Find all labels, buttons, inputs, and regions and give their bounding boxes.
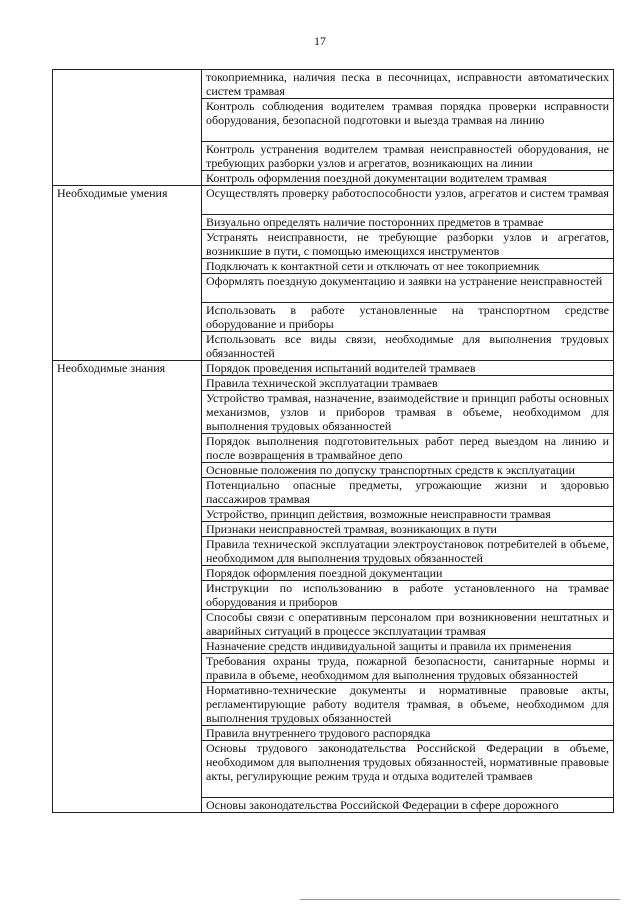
section-item: Требования охраны труда, пожарной безопасности, санитарные нормы и правила в объеме, необходимом для выполнения трудовых обязанностей xyxy=(202,654,614,683)
section-item: Использовать в работе установленные на транспортном средстве оборудование и приборы xyxy=(202,303,614,332)
section-item: Визуально определять наличие посторонних предметов в трамвае xyxy=(202,215,614,230)
section-item: Основы трудового законодательства Российской Федерации в объеме, необходимом для выполнения трудовых обязанностей, нормативные правовые акты, регулирующие режим труда и отдыха водителей трамваев xyxy=(202,741,614,798)
section-item: Правила технической эксплуатации электроустановок потребителей в объеме, необходимом для выполнения трудовых обязанностей xyxy=(202,537,614,566)
section-item: токоприемника, наличия песка в песочницах, исправности автоматических систем трамвая xyxy=(202,70,614,99)
table-row xyxy=(53,186,614,215)
section-item: Потенциально опасные предметы, угрожающие жизни и здоровью пассажиров трамвая xyxy=(202,478,614,507)
section-item: Порядок оформления поездной документации xyxy=(202,566,614,581)
requirements-table xyxy=(52,69,614,813)
section-item: Устранять неисправности, не требующие разборки узлов и агрегатов, возникшие в пути, с помощью имеющихся инструментов xyxy=(202,230,614,259)
section-item: Устройство трамвая, назначение, взаимодействие и принцип работы основных механизмов, узлов и приборов трамвая в объеме, необходимом для выполнения трудовых обязанностей xyxy=(202,391,614,434)
section-item: Основные положения по допуску транспортных средств к эксплуатации xyxy=(202,463,614,478)
section-item: Порядок проведения испытаний водителей трамваев xyxy=(202,361,614,376)
section-item: Устройство, принцип действия, возможные неисправности трамвая xyxy=(202,507,614,522)
section-item: Инструкции по использованию в работе установленного на трамвае оборудования и приборов xyxy=(202,581,614,610)
page-number: 17 xyxy=(314,34,326,48)
section-item: Правила технической эксплуатации трамваев xyxy=(202,376,614,391)
section-item: Использовать все виды связи, необходимые для выполнения трудовых обязанностей xyxy=(202,332,614,361)
section-item: Осуществлять проверку работоспособности узлов, агрегатов и систем трамвая xyxy=(202,186,614,215)
bottom-rule xyxy=(300,899,620,900)
section-item: Нормативно-технические документы и нормативные правовые акты, регламентирующие работу водителя трамвая, в объеме, необходимом для выполнения трудовых обязанностей xyxy=(202,683,614,726)
section-item: Контроль устранения водителем трамвая неисправностей оборудования, не требующих разборки узлов и агрегатов, возникающих на линии xyxy=(202,142,614,171)
section-item: Способы связи с оперативным персоналом при возникновении нештатных и аварийных ситуаций в процессе эксплуатации трамвая xyxy=(202,610,614,639)
table-row xyxy=(53,361,614,376)
section-item: Правила внутреннего трудового распорядка xyxy=(202,726,614,741)
section-item: Основы законодательства Российской Федерации в сфере дорожного xyxy=(202,798,614,813)
section-label: Необходимые умения xyxy=(53,186,202,361)
section-item: Оформлять поездную документацию и заявки на устранение неисправностей xyxy=(202,274,614,303)
table-row xyxy=(53,70,614,99)
section-item: Контроль соблюдения водителем трамвая порядка проверки исправности оборудования, безопасной подготовки и выезда трамвая на линию xyxy=(202,99,614,142)
section-item: Назначение средств индивидуальной защиты и правила их применения xyxy=(202,639,614,654)
section-item: Контроль оформления поездной документации водителем трамвая xyxy=(202,171,614,186)
section-item: Порядок выполнения подготовительных работ перед выездом на линию и после возвращения в трамвайное депо xyxy=(202,434,614,463)
section-item: Признаки неисправностей трамвая, возникающих в пути xyxy=(202,522,614,537)
section-item: Подключать к контактной сети и отключать от нее токоприемник xyxy=(202,259,614,274)
section-label xyxy=(53,70,202,186)
section-label: Необходимые знания xyxy=(53,361,202,813)
